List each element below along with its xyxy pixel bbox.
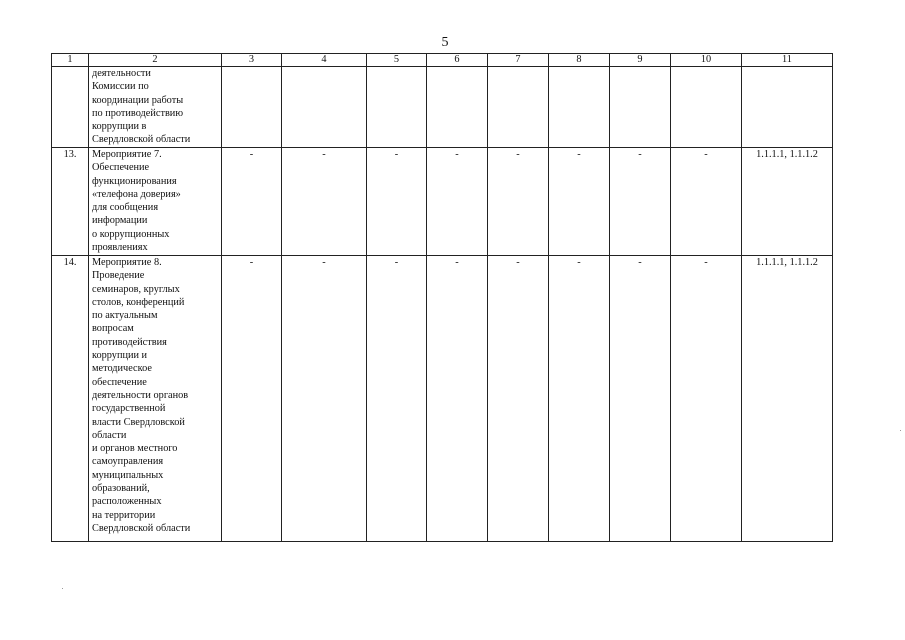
description-line: на территории (92, 509, 156, 521)
description-line: для сообщения (92, 202, 159, 214)
description-line: Комиссии по (92, 81, 149, 93)
description-line: семинаров, круглых (92, 283, 180, 295)
value-cell: - (222, 256, 282, 542)
column-header: 2 (89, 54, 222, 67)
description-line: и органов местного (92, 443, 178, 455)
column-number-row (52, 54, 833, 67)
value-cell (549, 67, 610, 148)
page-number: 5 (441, 35, 449, 50)
description-line: Свердловской области (92, 134, 191, 146)
column-header: 5 (367, 54, 427, 67)
description-line: координации работы (92, 94, 184, 106)
target-reference: 1.1.1.1, 1.1.1.2 (742, 256, 833, 542)
description-line: Мероприятие 7. (92, 149, 162, 160)
description-line: власти Свердловской (92, 416, 185, 428)
description-line: области (92, 429, 127, 441)
value-cell (427, 67, 488, 148)
scan-speck (900, 430, 901, 431)
target-reference: 1.1.1.1, 1.1.1.2 (742, 148, 833, 256)
description-line: информации (92, 215, 148, 227)
value-cell: - (367, 148, 427, 256)
value-cell: - (671, 256, 742, 542)
table-row-14 (52, 256, 833, 542)
description-line: «телефона доверия» (92, 188, 181, 200)
row-number (52, 67, 89, 148)
value-cell: - (427, 148, 488, 256)
value-cell: - (549, 148, 610, 256)
scan-speck (62, 588, 63, 589)
measure-description (89, 148, 222, 256)
target-reference (742, 67, 833, 148)
measure-description (89, 67, 222, 148)
description-line: Проведение (92, 270, 145, 282)
value-cell: - (488, 148, 549, 256)
value-cell (367, 67, 427, 148)
description-line: методическое (92, 363, 152, 375)
value-cell: - (282, 148, 367, 256)
description-line: обеспечение (92, 376, 147, 388)
value-cell: - (282, 256, 367, 542)
column-header: 6 (427, 54, 488, 67)
value-cell (671, 67, 742, 148)
description-line: по противодействию (92, 107, 184, 119)
column-header: 4 (282, 54, 367, 67)
value-cell: - (427, 256, 488, 542)
row-number: 13. (52, 148, 89, 256)
description-line: столов, конференций (92, 296, 185, 308)
description-line: Обеспечение (92, 162, 150, 174)
description-line: вопросам (92, 323, 134, 335)
description-line: противодействия (92, 336, 167, 348)
value-cell (282, 67, 367, 148)
value-cell: - (222, 148, 282, 256)
description-line: деятельности (92, 68, 151, 79)
table-row-continuation (52, 67, 833, 148)
description-line: самоуправления (92, 456, 164, 468)
description-line: образований, (92, 483, 150, 495)
column-header: 8 (549, 54, 610, 67)
column-header: 3 (222, 54, 282, 67)
column-header: 9 (610, 54, 671, 67)
description-line: Мероприятие 8. (92, 257, 162, 268)
value-cell: - (610, 256, 671, 542)
description-line: о коррупционных (92, 228, 170, 240)
description-line: расположенных (92, 496, 162, 508)
table-row-13 (52, 148, 833, 256)
value-cell (610, 67, 671, 148)
value-cell: - (367, 256, 427, 542)
value-cell: - (549, 256, 610, 542)
column-header: 10 (671, 54, 742, 67)
measures-table (51, 53, 833, 542)
description-line: деятельности органов (92, 389, 189, 401)
value-cell (488, 67, 549, 148)
value-cell: - (671, 148, 742, 256)
value-cell (222, 67, 282, 148)
description-line: муниципальных (92, 469, 164, 481)
description-line: функционирования (92, 175, 177, 187)
value-cell: - (488, 256, 549, 542)
description-line: Свердловской области (92, 522, 191, 534)
description-line: проявлениях (92, 242, 148, 254)
row-number: 14. (52, 256, 89, 542)
value-cell: - (610, 148, 671, 256)
description-line: государственной (92, 403, 166, 415)
column-header: 7 (488, 54, 549, 67)
description-line: по актуальным (92, 310, 158, 322)
description-line: коррупции и (92, 350, 148, 362)
column-header: 1 (52, 54, 89, 67)
column-header: 11 (742, 54, 833, 67)
description-line: коррупции в (92, 121, 147, 133)
measure-description (89, 256, 222, 542)
